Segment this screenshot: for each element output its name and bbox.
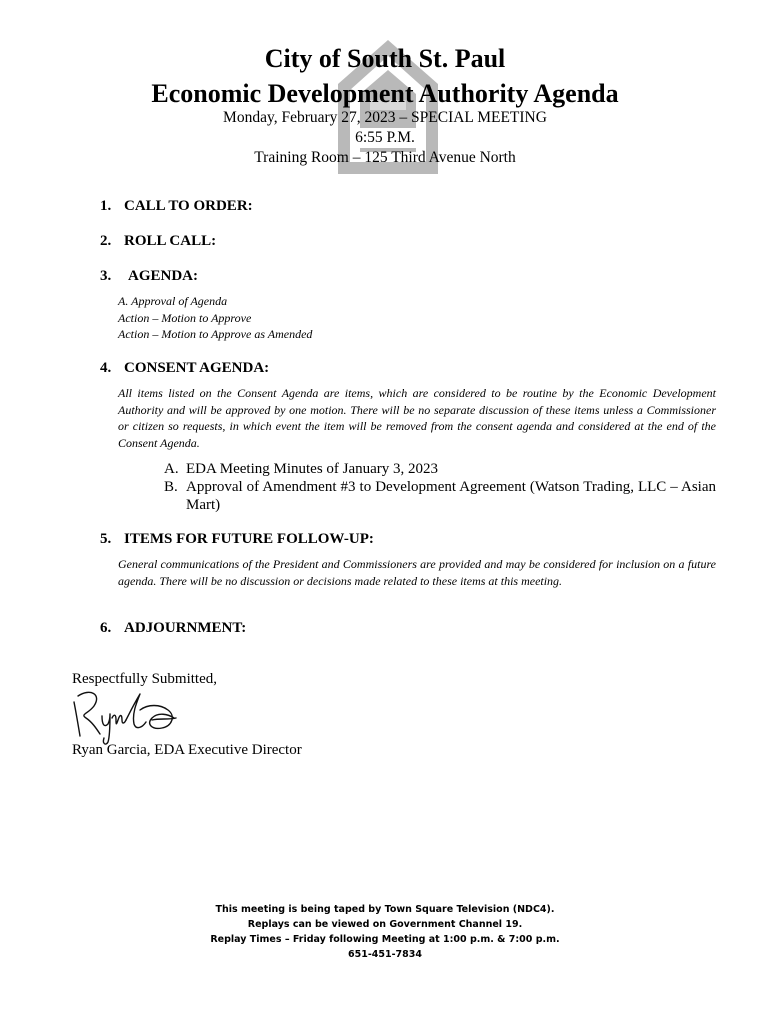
footer-phone: 651-451-7834 [348,949,422,960]
section-number: 3. [100,268,112,284]
section-consent-agenda [100,359,269,377]
section-number: 1. [100,198,112,214]
section-roll-call [100,232,216,250]
page-title: City of South St. Paul [264,44,506,73]
respectfully-submitted: Respectfully Submitted, [72,671,217,687]
section-title: AGENDA: [128,268,198,284]
section-number: 5. [100,531,112,547]
footer-line: This meeting is being taped by Town Square Television (NDC4). [215,904,555,915]
section-title: CALL TO ORDER: [124,198,253,214]
item-letter: B. [164,479,178,495]
footer-line: Replay Times – Friday following Meeting at 1:00 p.m. & 7:00 p.m. [210,934,560,945]
future-follow-up-description: General communications of the President and Commissioners are provided and may be considered for inclusion on a future agenda. There will be no discussion or decisions made related to these items at this meeting. [118,557,716,588]
section-agenda [100,267,198,285]
section-title: ITEMS FOR FUTURE FOLLOW-UP: [124,531,374,547]
consent-item [164,478,716,514]
meeting-time: 6:55 P.M. [355,129,415,146]
agenda-line: Action – Motion to Approve [118,310,252,325]
section-number: 4. [100,360,112,376]
footer-line: Replays can be viewed on Government Channel 19. [247,919,523,930]
meeting-date: Monday, February 27, 2023 – SPECIAL MEETING [223,109,547,126]
agenda-actions [118,293,312,343]
consent-agenda-description: All items listed on the Consent Agenda are items, which are considered to be routine by the Economic Development Authority and will be approved by one motion. There will be no separate discussion of these items unless a Commissioner or citizen so requests, in which event the item will be removed from the consent agenda and considered at the end of the Consent Agenda. [118,386,716,450]
signer-name: Ryan Garcia, EDA Executive Director [72,742,302,758]
section-title: CONSENT AGENDA: [124,360,270,376]
section-number: 2. [100,233,112,249]
section-call-to-order [100,197,253,215]
section-title: ROLL CALL: [124,233,217,249]
agenda-line: A. Approval of Agenda [118,294,228,308]
consent-item [164,460,716,478]
signature-icon [68,684,188,748]
section-future-follow-up [100,530,374,548]
section-adjournment [100,619,246,637]
agenda-line: Action – Motion to Approve as Amended [118,327,313,341]
section-title: ADJOURNMENT: [124,620,247,636]
section-number: 6. [100,620,112,636]
meeting-location: Training Room – 125 Third Avenue North [254,149,516,166]
page-subtitle: Economic Development Authority Agenda [151,79,619,108]
item-text: EDA Meeting Minutes of January 3, 2023 [186,461,439,477]
item-text: Approval of Amendment #3 to Development Agreement (Watson Trading, LLC – Asian Mart) [186,479,716,513]
item-letter: A. [164,461,179,477]
